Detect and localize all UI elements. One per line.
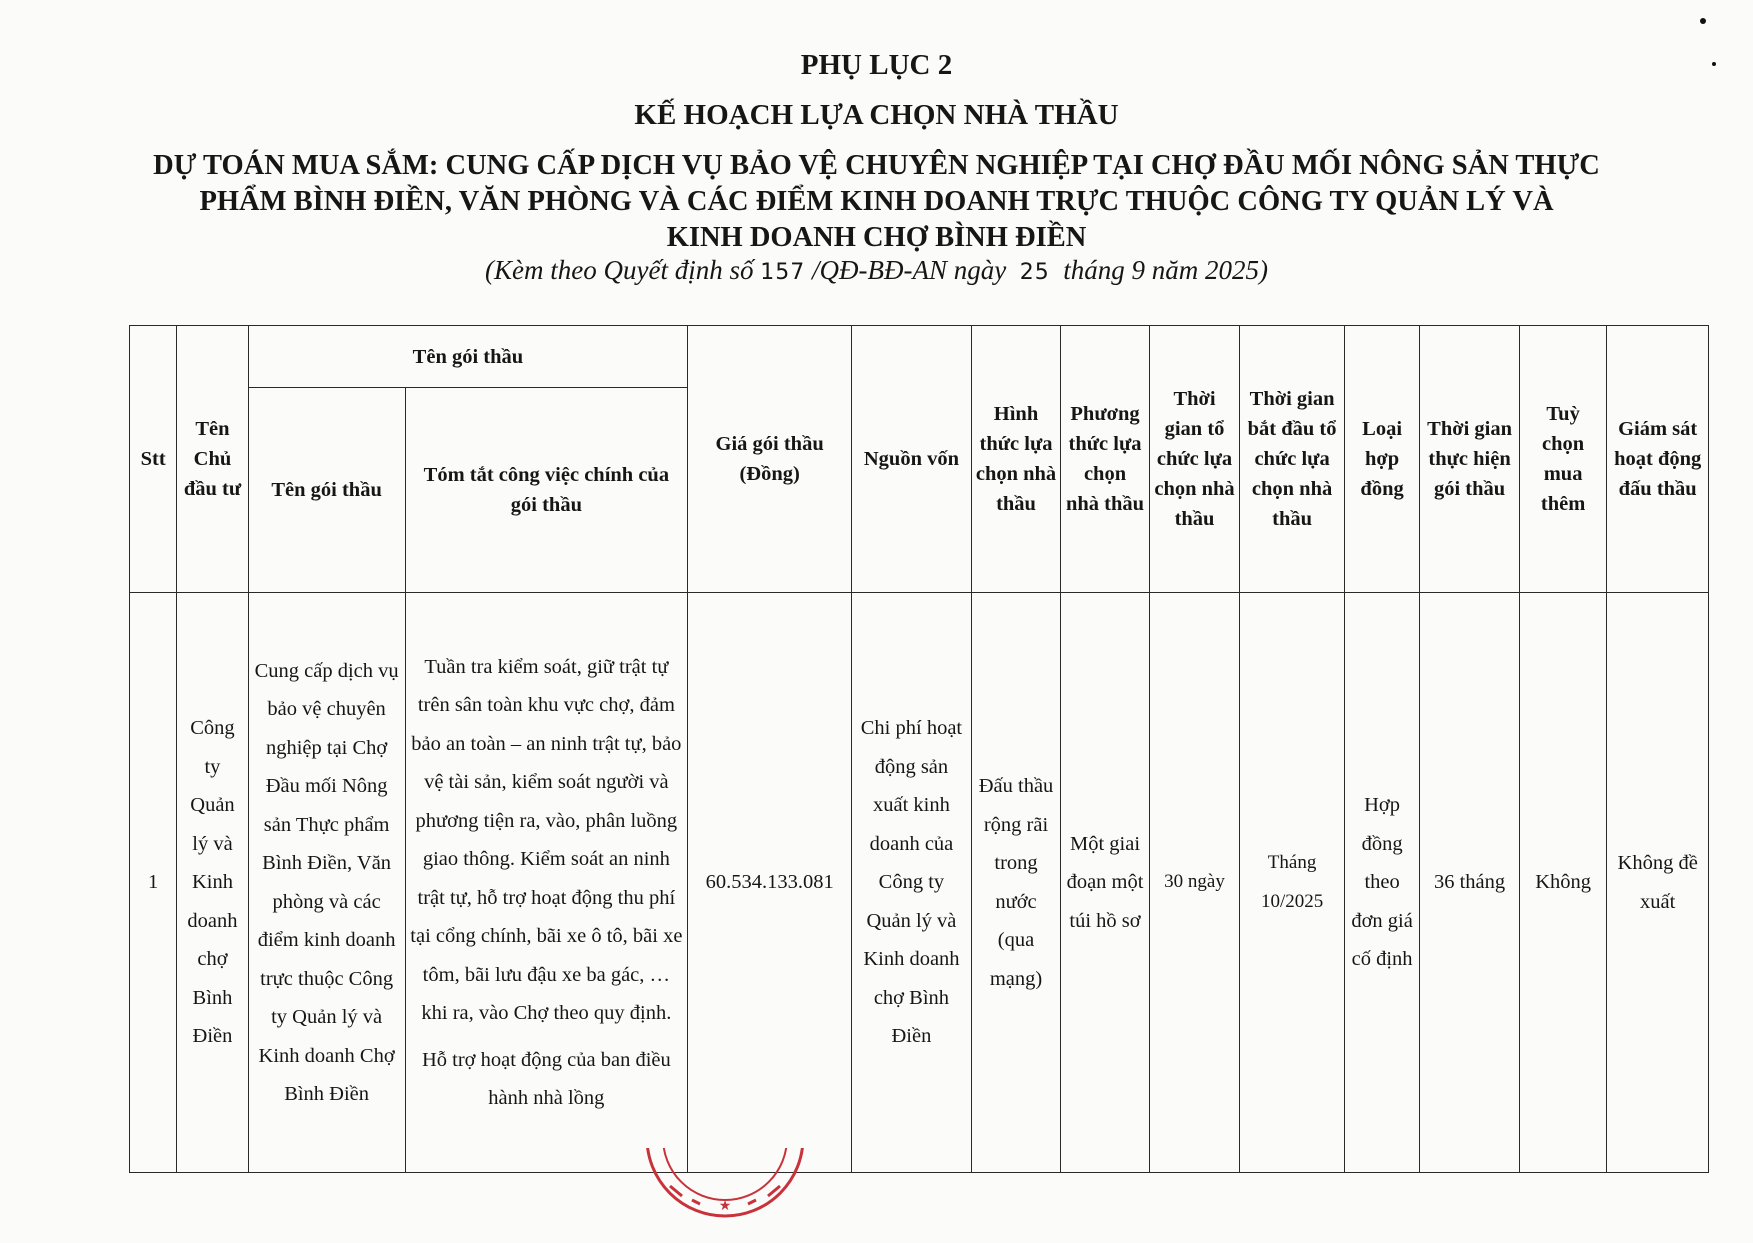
table-header-row-1 <box>130 326 1709 388</box>
cell-selection-start: Tháng 10/2025 <box>1240 593 1345 1173</box>
header-package-group: Tên gói thầu <box>248 326 688 388</box>
header-option: Tuỳ chọn mua thêm <box>1519 326 1606 593</box>
decision-note-prefix: (Kèm theo Quyết định số <box>485 255 754 285</box>
cell-funding: Chi phí hoạt động sản xuất kinh doanh của Công ty Quản lý và Kinh doanh chợ Bình Điền <box>852 593 972 1173</box>
decision-note-suffix: tháng 9 năm 2025) <box>1063 255 1268 285</box>
header-selection-duration: Thời gian tổ chức lựa chọn nhà thầu <box>1149 326 1240 593</box>
header-stt: Stt <box>130 326 177 593</box>
cell-investor: Công ty Quản lý và Kinh doanh chợ Bình Điền <box>177 593 248 1173</box>
plan-title: KẾ HOẠCH LỰA CHỌN NHÀ THẦU <box>634 99 1119 131</box>
cell-execution-time: 36 tháng <box>1420 593 1520 1173</box>
seal-inner-ring <box>663 1148 787 1200</box>
cell-summary <box>405 593 688 1173</box>
cell-contract-type: Hợp đồng theo đơn giá cố định <box>1344 593 1419 1173</box>
header-contract-type: Loại hợp đồng <box>1344 326 1419 593</box>
header-summary: Tóm tắt công việc chính của gói thầu <box>405 388 688 593</box>
cell-selection-form: Đấu thầu rộng rãi trong nước (qua mạng) <box>971 593 1061 1173</box>
cell-package-name: Cung cấp dịch vụ bảo vệ chuyên nghiệp tại Chợ Đầu mối Nông sản Thực phẩm Bình Điền, Văn phòng và các điểm kinh doanh trực thuộc Công ty Quản lý và Kinh doanh Chợ Bình Điền <box>248 593 405 1173</box>
estimate-title-line-1: DỰ TOÁN MUA SẮM: CUNG CẤP DỊCH VỤ BẢO VỆ CHUYÊN NGHIỆP TẠI CHỢ ĐẦU MỐI NÔNG SẢN THỰC <box>153 150 1600 181</box>
decision-note-middle: /QĐ-BĐ-AN ngày <box>811 255 1007 285</box>
scan-speck <box>1700 18 1706 24</box>
cell-option: Không <box>1519 593 1606 1173</box>
header-selection-start: Thời gian bắt đầu tổ chức lựa chọn nhà thầu <box>1240 326 1345 593</box>
estimate-title <box>0 148 1753 256</box>
summary-paragraph-1: Tuần tra kiểm soát, giữ trật tự trên sân toàn khu vực chợ, đảm bảo an toàn – an ninh trật tự, bảo vệ tài sản, kiểm soát người và phương tiện ra, vào, phân luồng giao thông. Kiểm soát an ninh trật tự, hỗ trợ hoạt động thu phí tại cổng chính, bãi xe ô tô, bãi xe tôm, bãi lưu đậu xe ba gác, … khi ra, vào Chợ theo quy định. <box>410 655 683 1024</box>
seal-graphic <box>630 1148 820 1243</box>
decision-note <box>0 255 1753 286</box>
decision-day-handwritten: 25 <box>1019 260 1050 285</box>
estimate-title-line-3: KINH DOANH CHỢ BÌNH ĐIỀN <box>666 222 1087 253</box>
red-seal-stamp <box>630 1148 820 1243</box>
cell-supervision: Không đề xuất <box>1607 593 1709 1173</box>
cell-selection-duration: 30 ngày <box>1149 593 1240 1173</box>
estimate-title-line-2: PHẨM BÌNH ĐIỀN, VĂN PHÒNG VÀ CÁC ĐIỂM KINH DOANH TRỰC THUỘC CÔNG TY QUẢN LÝ VÀ <box>199 186 1554 217</box>
summary-paragraph-2: Hỗ trợ hoạt động của ban điều hành nhà lồng <box>421 1048 671 1109</box>
header-selection-method: Phương thức lựa chọn nhà thầu <box>1061 326 1150 593</box>
header-selection-form: Hình thức lựa chọn nhà thầu <box>971 326 1061 593</box>
appendix-title: PHỤ LỤC 2 <box>800 49 953 81</box>
table-row <box>130 593 1709 1173</box>
cell-selection-method: Một giai đoạn một túi hồ sơ <box>1061 593 1150 1173</box>
header-funding: Nguồn vốn <box>852 326 972 593</box>
header-supervision: Giám sát hoạt động đấu thầu <box>1607 326 1709 593</box>
cell-stt: 1 <box>130 593 177 1173</box>
header-price: Giá gói thầu (Đồng) <box>688 326 852 593</box>
cell-price: 60.534.133.081 <box>688 593 852 1173</box>
seal-star: ★ <box>718 1198 732 1214</box>
decision-number-handwritten: 157 <box>760 260 806 285</box>
header-package-name: Tên gói thầu <box>248 388 405 593</box>
header-investor: Tên Chủ đầu tư <box>177 326 248 593</box>
bidder-selection-plan-table <box>129 325 1709 1173</box>
header-execution-time: Thời gian thực hiện gói thầu <box>1420 326 1520 593</box>
scan-speck <box>1712 62 1716 66</box>
